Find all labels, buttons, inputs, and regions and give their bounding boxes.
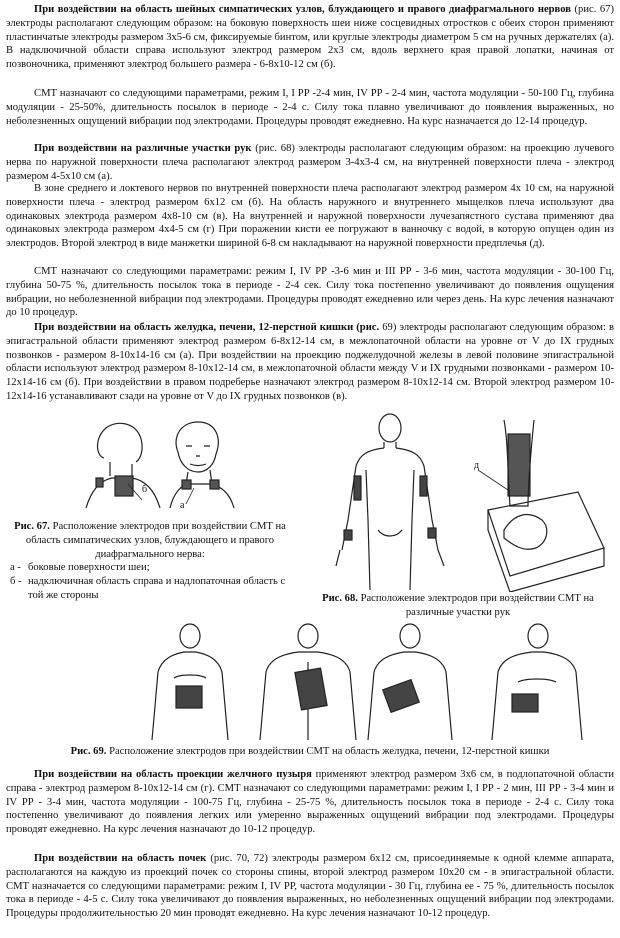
paragraph-bold-heading: При воздействии на область почек [34, 853, 207, 864]
figure-67-illustration [82, 418, 252, 510]
figure-68-caption [300, 592, 616, 620]
paragraph-text: применяют электрод размером 3х6 см, в подлопаточной области справа - электрод размером 8-10х12-14 см (г). СМТ назначают со следующими параметрами: режим I, I РР - 2 мин, III РР - 3-4 мин и IV РР - 3-4 мин, частота модуляции - 100-75 Гц, глубина - 25-75 %, длительность посылок тока в периоде - 2-4 с. Силу тока постепенно увеличивают до появления легких или умеренно выраженных ощущений вибрации под электродами. Процедуры проводят ежедневно. На курс лечения назначают до 10-12 процедур. [6, 769, 615, 836]
paragraph-text: СМТ назначают со следующими параметрами, режим I, I РР -2-4 мин, IV РР - 2-4 мин, частота модуляции - 50-100 Гц, глубина модуляции - 25-50%, длительность посылок в периоде - 2-4 с. Силу тока плавно увеличивают до появления выраженных, но неболезненных ощущений вибрации под электродами. Процедуры проводят ежедневно. На курс назначается до 12-14 процедур. [6, 88, 614, 127]
figure-69-illustration [148, 622, 608, 740]
caption-list-item: б - надключичная область справа и надлопаточная область с той же стороны [10, 576, 286, 601]
paragraph-arm-zones [6, 182, 614, 251]
paragraph-stomach [6, 321, 614, 404]
caption-text: Расположение электродов при воздействии СМТ на различные участки рук [357, 593, 594, 618]
paragraph-params-1 [6, 87, 614, 128]
paragraph-text: (рис. 70, 72) электроды размером 6х12 см, присоединяемые к одной клемме аппарата, располагаются на каждую из проекций почек со стороны спины, второй электрод размером 10х20 см - в эпигастральной области. СМТ назначается со следующими параметрами: режим I, IV РР, частота модуляции - 30 Гц, глубина ее - 75 %, длительность посылок тока в периоде - 4-5 с. Силу тока увеличивают до появления выраженных, но неболезненных ощущений вибрации под электродами. Процедуры продолжительностью 20 мин проводят ежедневно. На курс лечения назначают 10-12 процедур. [6, 853, 614, 920]
figure-68-label-d: д [474, 460, 480, 471]
paragraph-text: В зоне среднего и локтевого нервов по внутренней поверхности плеча располагают электрод размером 4х 10 см, на наружной поверхности плеча - электрод размером 6х12 см (б). На область наружного и внутреннего мыщелков плеча используют два одинаковых электрода размером 4х8-10 см (в). На внутренней и наружной поверхности лучезапястного сустава применяют два одинаковых электрода размером 4х4-5 см (г) При поражении кисти ее погружают в ванночку с водой, в которую опущен один из электродов. Второй электрод в виде манжетки шириной 6-8 см накладывают на наружной поверхности предплечья (д). [6, 183, 614, 250]
paragraph-neck-nodes [6, 3, 614, 72]
caption-list-item: а - боковые поверхности шеи; [10, 562, 150, 574]
paragraph-kidneys [6, 852, 614, 921]
caption-text: Расположение электродов при воздействии СМТ на область желудка, печени, 12-перстной кишки [106, 746, 550, 757]
figure-68-illustration [328, 410, 610, 592]
paragraph-bold-heading: При воздействии на различные участки рук [34, 143, 252, 154]
paragraph-text: (рис. 67) электроды располагают следующим образом: на боковую поверхность шеи ниже сосцевидных отростков с обеих сторон применяют пластинчатые электроды размером 3х5-6 см, фиксируемые бинтом, или круглые электроды диаметром 5 см на ручных держателях (а). В надключичной области справа используют электрод размером 2х3 см, вдоль верхнего края правой лопатки, начиная от позвоночника, применяют электрод большего размера - 6-8х10-12 см (б). [6, 4, 614, 71]
paragraph-bold-heading: При воздействии на область шейных симпатических узлов, блуждающего и правого диафрагмального нервов [34, 4, 571, 15]
paragraph-text: 69) электроды располагают следующим образом: в эпигастральной области применяют электрод размером 6-8х12-14 см, в межлопаточной области на уровне от V до IX грудных позвонков - размером 8-10х14-16 см (а). При воздействии на проекцию поджелудочной железы в левой половине эпигастральной области используют электрод размером 8-10х12-14 см, в межлопаточной области между V и IX грудными позвонками - размером 10-12х14-16 см (б). При воздействии в правом подреберье назначают электрод размером 8-10х12-14 см. Второй электрод размером 10-12х14-16 устанавливают сзади на уровне от V до IX грудных позвонков (в). [6, 322, 615, 402]
figure-67-caption [10, 520, 290, 603]
caption-label: Рис. 68. [322, 593, 358, 604]
figure-69-caption [6, 745, 614, 759]
paragraph-text: (рис. 68) электроды располагают следующим образом: на проекцию лучевого нерва по наружной поверхности плеча располагают электрод размером 3-4х3-4 см, на внутренней поверхности плеча - электрод размером 4-5х10 см (а). [6, 143, 614, 182]
figure-67-label-b: б [142, 484, 148, 495]
paragraph-arms [6, 142, 614, 183]
paragraph-bold-heading: При воздействии на область проекции желчного пузыря [34, 769, 312, 780]
paragraph-text: СМТ назначают со следующими параметрами: режим I, IV РР -3-6 мин и III РР - 3-6 мин, частота модуляции - 30-100 Гц, глубина 50-75 %, длительность посылок тока в периоде - 2-4 сек. Силу тока постепенно увеличивают до появления ощущения вибрации, но неболезненной вибрации под электродами. Процедуры проводят ежедневно или через день. На курс лечения назначают до 10 процедур. [6, 266, 614, 319]
caption-label: Рис. 69. [70, 746, 107, 757]
paragraph-gallbladder [6, 768, 614, 837]
figure-67-label-a: а [180, 500, 185, 511]
paragraph-bold-heading: При воздействии на область желудка, печени, 12-перстной кишки (рис. [34, 322, 380, 333]
caption-text: Расположение электродов при воздействии СМТ на область симпатических узлов, блуждающего и правого диафрагмального нерва: [25, 521, 286, 560]
paragraph-params-2 [6, 265, 614, 320]
caption-label: Рис. 67. [14, 521, 50, 532]
